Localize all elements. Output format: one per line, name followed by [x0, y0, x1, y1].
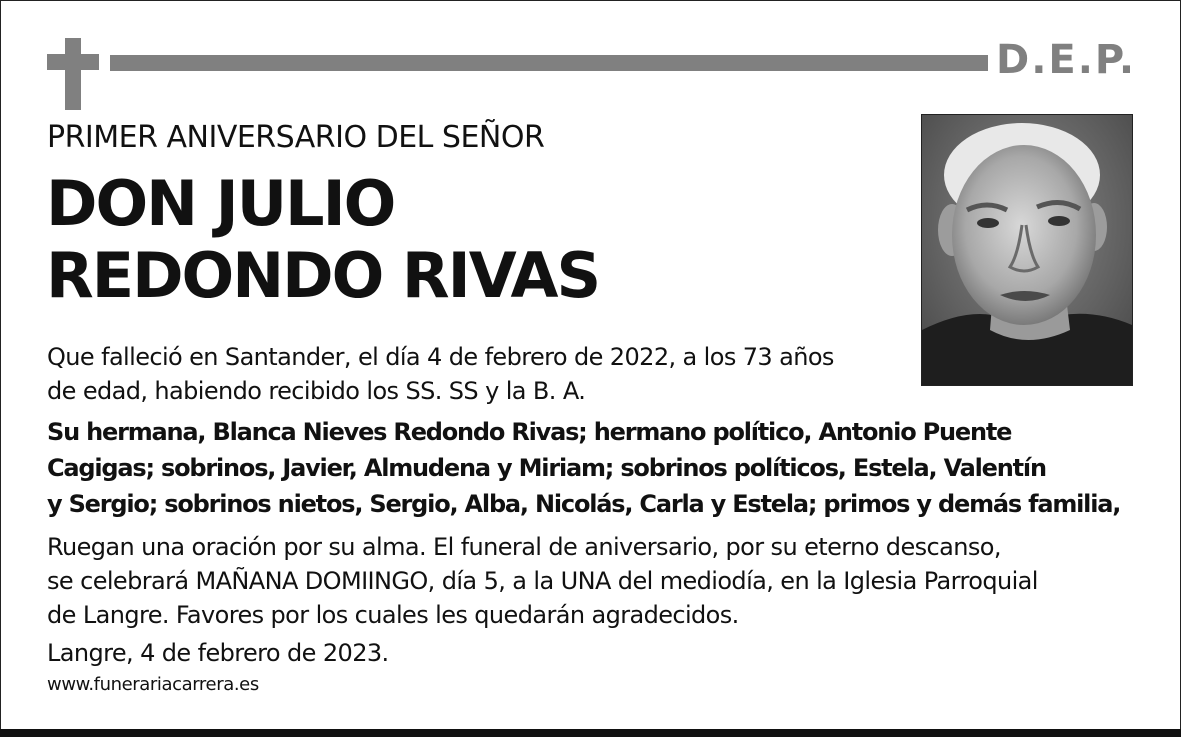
deceased-name: [46, 168, 599, 312]
cross-icon: [47, 38, 99, 110]
family-line-2: Cagigas; sobrinos, Javier, Almudena y Miriam; sobrinos políticos, Estela, Valentín: [47, 454, 1046, 482]
request-line-2: se celebrará MAÑANA DOMIINGO, día 5, a la UNA del mediodía, en la Iglesia Parroquial: [47, 567, 1038, 595]
family-paragraph: [47, 414, 1120, 522]
notice-subtitle: PRIMER ANIVERSARIO DEL SEÑOR: [47, 120, 545, 155]
family-line-3: y Sergio; sobrinos nietos, Sergio, Alba, Nicolás, Carla y Estela; primos y demás familia,: [47, 490, 1121, 518]
family-line-1: Su hermana, Blanca Nieves Redondo Rivas; hermano político, Antonio Puente: [47, 418, 1012, 446]
header-rule: [110, 55, 988, 71]
dep-label: D.E.P.: [996, 37, 1137, 83]
place-date: Langre, 4 de febrero de 2023.: [47, 639, 389, 667]
request-paragraph: [47, 530, 1038, 632]
intro-line-1: Que falleció en Santander, el día 4 de febrero de 2022, a los 73 años: [47, 343, 834, 371]
bottom-bar: [0, 729, 1181, 737]
name-line-2: REDONDO RIVAS: [46, 239, 600, 312]
request-line-1: Ruegan una oración por su alma. El funeral de aniversario, por su eterno descanso,: [47, 533, 1001, 561]
intro-line-2: de edad, habiendo recibido los SS. SS y la B. A.: [47, 377, 586, 405]
intro-paragraph: [47, 340, 834, 408]
name-line-1: DON JULIO: [46, 167, 395, 240]
request-line-3: de Langre. Favores por los cuales les quedarán agradecidos.: [47, 601, 739, 629]
website-link[interactable]: www.funerariacarrera.es: [47, 674, 259, 695]
portrait-photo: [921, 114, 1133, 386]
